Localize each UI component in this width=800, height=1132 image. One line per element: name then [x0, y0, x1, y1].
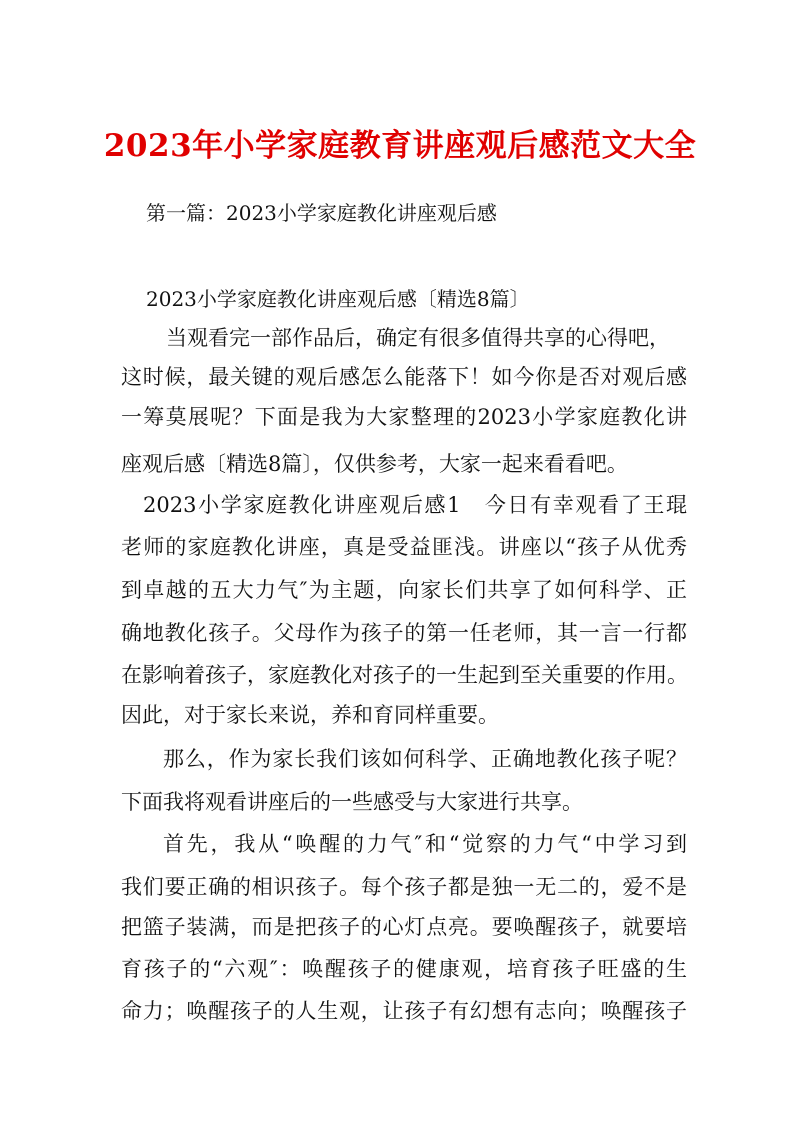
paragraph-line: 当观看完一部作品后，确定有很多值得共享的心得吧， — [166, 326, 670, 350]
sub-heading: 2023小学家庭教化讲座观后感〔精选8篇〕 — [146, 287, 530, 311]
paragraph-line: 首先，我从“唤醒的力气″和“觉察的力气“中学习到 — [163, 832, 687, 856]
paragraph-line: 2023小学家庭教化讲座观后感1 今日有幸观看了王琨 — [143, 493, 687, 517]
paragraph-line: 到卓越的五大力气″为主题，向家长们共享了如何科学、正 — [121, 578, 687, 602]
paragraph-line: 确地教化孩子。父母作为孩子的第一任老师，其一言一行都 — [121, 621, 687, 645]
paragraph-line: 一筹莫展呢？下面是我为大家整理的2023小学家庭教化讲 — [121, 405, 687, 429]
paragraph-line: 这时候，最关键的观后感怎么能落下！如今你是否对观后感 — [121, 365, 687, 389]
paragraph-line: 把篮子装满，而是把孩子的心灯点亮。要唤醒孩子，就要培 — [121, 915, 687, 939]
paragraph-line: 下面我将观看讲座后的一些感受与大家进行共享。 — [121, 790, 583, 814]
paragraph-line: 那么，作为家长我们该如何科学、正确地教化孩子呢？ — [163, 747, 687, 771]
paragraph-line: 因此，对于家长来说，养和育同样重要。 — [121, 703, 499, 727]
chapter-heading: 第一篇：2023小学家庭教化讲座观后感 — [146, 201, 497, 225]
document-title: 2023年小学家庭教育讲座观后感范文大全 — [103, 128, 697, 164]
paragraph-line: 在影响着孩子，家庭教化对孩子的一生起到至关重要的作用。 — [121, 663, 688, 687]
paragraph-line: 座观后感〔精选8篇〕，仅供参考，大家一起来看看吧。 — [121, 452, 628, 476]
paragraph-line: 我们要正确的相识孩子。每个孩子都是独一无二的，爱不是 — [121, 875, 687, 899]
paragraph-line: 命力；唤醒孩子的人生观，让孩子有幻想有志向；唤醒孩子 — [121, 999, 687, 1023]
paragraph-line: 育孩子的“六观″：唤醒孩子的健康观，培育孩子旺盛的生 — [121, 957, 687, 981]
paragraph-line: 老师的家庭教化讲座，真是受益匪浅。讲座以“孩子从优秀 — [121, 535, 687, 559]
